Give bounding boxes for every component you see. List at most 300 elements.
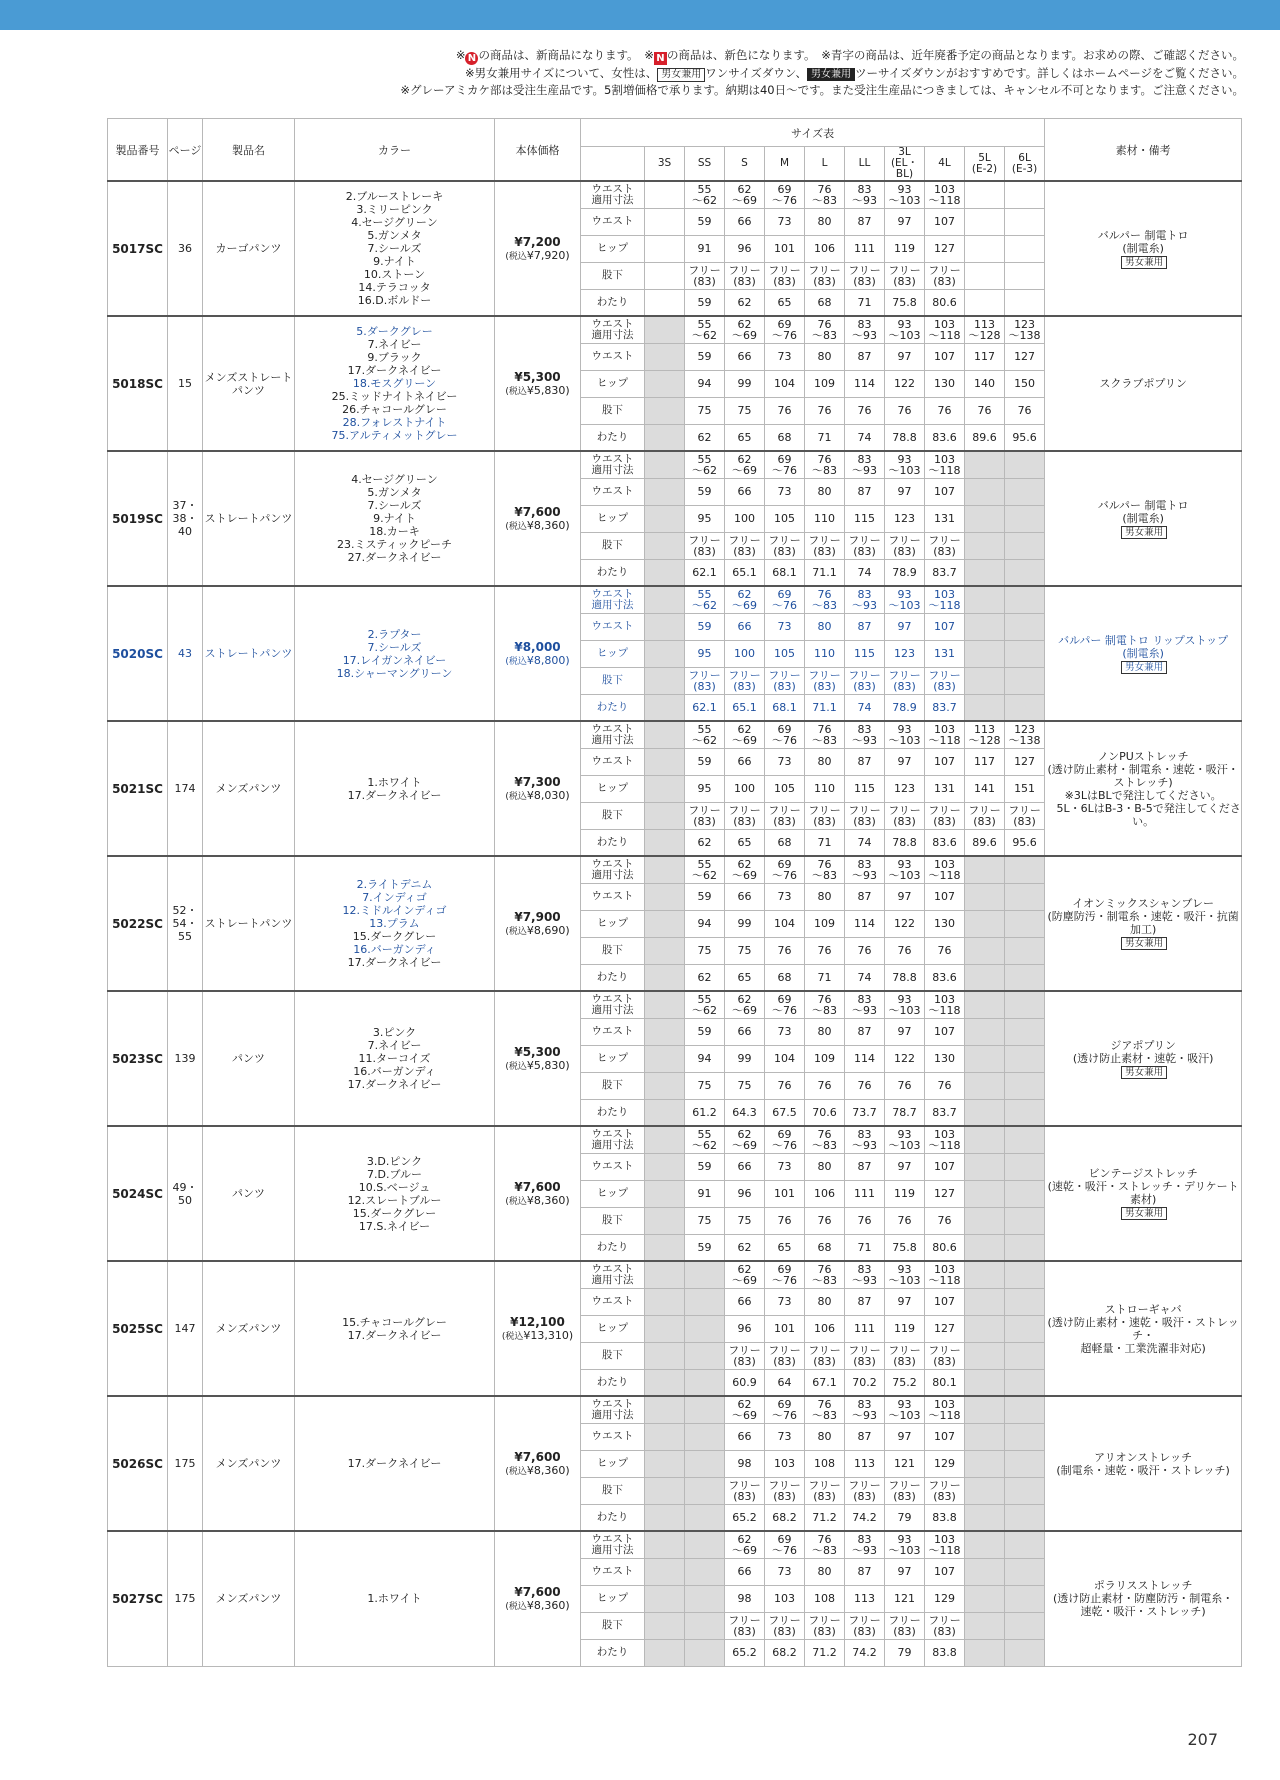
size-value: [1005, 505, 1045, 532]
color-item: 26.チャコールグレー: [342, 403, 447, 416]
size-header: L: [805, 147, 845, 182]
size-value: 79: [885, 1504, 925, 1531]
size-value: 87: [845, 1018, 885, 1045]
header-size-table: サイズ表: [581, 119, 1045, 147]
size-value: 62: [685, 964, 725, 991]
size-value: [645, 1153, 685, 1180]
size-value: フリー (83): [685, 262, 725, 289]
size-value: [965, 505, 1005, 532]
size-value: 74: [845, 964, 885, 991]
size-value: 87: [845, 208, 885, 235]
size-value: 83.6: [925, 829, 965, 856]
size-value: 107: [925, 1558, 965, 1585]
header-price: 本体価格: [495, 119, 581, 182]
size-value: フリー (83): [765, 262, 805, 289]
size-value: 83 ～93: [845, 1531, 885, 1558]
table-row: [108, 586, 1242, 613]
size-value: 69 ～76: [765, 1531, 805, 1558]
size-value: 109: [805, 370, 845, 397]
material-line: ビンテージストレッチ: [1088, 1167, 1198, 1180]
size-value: 83 ～93: [845, 316, 885, 343]
size-value: [645, 532, 685, 559]
size-value: 107: [925, 1018, 965, 1045]
size-value: 71: [805, 424, 845, 451]
size-value: [965, 694, 1005, 721]
size-value: 73: [765, 1423, 805, 1450]
size-value: 123 ～138: [1005, 721, 1045, 748]
header-product-no: 製品番号: [108, 119, 168, 182]
size-value: 66: [725, 1288, 765, 1315]
size-value: 104: [765, 370, 805, 397]
tax-price: [495, 384, 580, 397]
measure-label: ウエスト: [581, 208, 645, 235]
tax-price: [495, 519, 580, 532]
size-value: [645, 1369, 685, 1396]
size-value: 59: [685, 478, 725, 505]
size-value: 105: [765, 775, 805, 802]
price-cell: [495, 856, 581, 991]
color-list: [295, 451, 495, 586]
color-item: 13.プラム: [369, 917, 420, 930]
size-value: 76: [965, 397, 1005, 424]
size-value: 75: [725, 1072, 765, 1099]
measure-label: 股下: [581, 802, 645, 829]
size-value: [645, 1342, 685, 1369]
color-item: 14.テラコッタ: [358, 281, 431, 294]
size-value: 66: [725, 478, 765, 505]
material-notes: [1045, 1126, 1242, 1261]
size-value: [1005, 1477, 1045, 1504]
size-value: 66: [725, 1153, 765, 1180]
material-notes: [1045, 856, 1242, 991]
size-value: [685, 1315, 725, 1342]
size-value: 71.2: [805, 1504, 845, 1531]
note-line-2: ※男女兼用サイズについて、女性は、 男女兼用 ワンサイズダウン、 男女兼用 ツーサイズダウンがおすすめです。詳しくはホームページをご覧ください。: [465, 66, 1244, 80]
size-value: [1005, 964, 1045, 991]
size-value: 95: [685, 640, 725, 667]
size-value: 76: [1005, 397, 1045, 424]
size-value: フリー (83): [925, 802, 965, 829]
size-value: 106: [805, 1315, 845, 1342]
new-color-mark: N: [654, 52, 667, 65]
size-value: 55 ～62: [685, 721, 725, 748]
size-value: [645, 424, 685, 451]
table-row: [108, 856, 1242, 883]
size-value: 59: [685, 289, 725, 316]
size-value: 93 ～103: [885, 721, 925, 748]
size-value: [1005, 1261, 1045, 1288]
color-item: 18.シャーマングリーン: [336, 666, 453, 680]
measure-label: ヒップ: [581, 910, 645, 937]
size-value: 76 ～83: [805, 316, 845, 343]
size-value: [1005, 856, 1045, 883]
price-cell: [495, 181, 581, 316]
header-color: カラー: [295, 119, 495, 182]
size-value: [685, 1288, 725, 1315]
size-value: 131: [925, 775, 965, 802]
material-line: アリオンストレッチ: [1094, 1450, 1193, 1464]
size-value: 97: [885, 478, 925, 505]
measure-label: ヒップ: [581, 370, 645, 397]
catalog-page: 37・ 38・ 40: [168, 451, 203, 586]
size-value: [685, 1558, 725, 1585]
size-header: 3L (EL・BL): [885, 147, 925, 182]
size-value: 131: [925, 505, 965, 532]
size-value: 141: [965, 775, 1005, 802]
size-value: 101: [765, 1315, 805, 1342]
measure-label: ウエスト: [581, 478, 645, 505]
size-value: [965, 478, 1005, 505]
measure-label: ヒップ: [581, 1585, 645, 1612]
unisex-tag-outline: 男女兼用: [657, 68, 705, 82]
size-value: [1005, 613, 1045, 640]
material-notes: [1045, 451, 1242, 586]
size-value: 75: [685, 397, 725, 424]
size-value: 76: [845, 1072, 885, 1099]
size-value: [1005, 1288, 1045, 1315]
unisex-badge: 男女兼用: [1121, 937, 1167, 950]
material-line: ストローギャバ: [1104, 1302, 1182, 1316]
size-value: 80: [805, 613, 845, 640]
color-item: 7.シールズ: [367, 640, 422, 654]
size-value: 106: [805, 235, 845, 262]
measure-label: ウエスト: [581, 1423, 645, 1450]
color-list: [295, 181, 495, 316]
size-value: 65.1: [725, 694, 765, 721]
size-value: [685, 1639, 725, 1666]
color-item: 9.ナイト: [373, 512, 416, 525]
size-value: 109: [805, 1045, 845, 1072]
size-value: フリー (83): [725, 802, 765, 829]
size-value: 76: [885, 1072, 925, 1099]
table-row: [108, 991, 1242, 1018]
size-value: 83 ～93: [845, 721, 885, 748]
product-name: メンズパンツ: [203, 1261, 295, 1396]
color-item: 17.レイガンネイビー: [342, 653, 447, 667]
size-value: 73: [765, 343, 805, 370]
size-value: 97: [885, 613, 925, 640]
material-line: ストレッチ): [1113, 775, 1173, 789]
size-value: フリー (83): [885, 667, 925, 694]
size-value: [645, 1450, 685, 1477]
tax-label: (税込: [505, 1197, 527, 1207]
size-value: [965, 262, 1005, 289]
size-value: 95.6: [1005, 424, 1045, 451]
material-line: ※3LはBLで発注してください。: [1064, 788, 1222, 802]
size-value: 105: [765, 505, 805, 532]
size-value: 73: [765, 1558, 805, 1585]
size-value: [1005, 667, 1045, 694]
size-value: 106: [805, 1180, 845, 1207]
size-value: フリー (83): [925, 532, 965, 559]
size-value: 107: [925, 613, 965, 640]
measure-label: 股下: [581, 262, 645, 289]
size-value: 68: [805, 1234, 845, 1261]
material-line: (防塵防汚・制電糸・速乾・吸汗・抗菌加工): [1047, 910, 1239, 936]
size-value: 68.2: [765, 1639, 805, 1666]
color-item: 12.スレートブルー: [347, 1193, 442, 1207]
size-value: 68.1: [765, 559, 805, 586]
size-value: 99: [725, 1045, 765, 1072]
color-item: 5.ガンメタ: [367, 229, 422, 242]
size-value: 108: [805, 1450, 845, 1477]
size-value: フリー (83): [845, 1342, 885, 1369]
material-line: (透け防止素材・速乾・吸汗): [1072, 1051, 1214, 1065]
size-value: 69 ～76: [765, 451, 805, 478]
base-price: ¥7,600: [514, 1585, 561, 1600]
color-item: 18.カーキ: [369, 525, 420, 538]
size-value: 122: [885, 1045, 925, 1072]
color-item: 17.S.ネイビー: [358, 1219, 431, 1233]
size-value: 66: [725, 343, 765, 370]
material-line: バルパー 制電トロ: [1097, 228, 1189, 242]
measure-label: ウエスト 適用寸法: [581, 316, 645, 343]
size-value: 59: [685, 1018, 725, 1045]
size-value: フリー (83): [725, 1342, 765, 1369]
size-value: 62 ～69: [725, 1396, 765, 1423]
size-value: 66: [725, 208, 765, 235]
size-value: 74.2: [845, 1504, 885, 1531]
size-value: 74.2: [845, 1639, 885, 1666]
size-value: フリー (83): [685, 667, 725, 694]
size-value: 123: [885, 640, 925, 667]
size-value: [645, 694, 685, 721]
size-value: [645, 1207, 685, 1234]
size-value: [645, 748, 685, 775]
size-value: 73: [765, 613, 805, 640]
size-value: [685, 1369, 725, 1396]
size-value: フリー (83): [845, 532, 885, 559]
measure-label: ウエスト 適用寸法: [581, 181, 645, 208]
size-value: [965, 1396, 1005, 1423]
price-cell: [495, 586, 581, 721]
size-value: 75: [685, 937, 725, 964]
size-value: 87: [845, 1558, 885, 1585]
size-value: [965, 964, 1005, 991]
size-value: 66: [725, 613, 765, 640]
measure-label: わたり: [581, 1369, 645, 1396]
product-number: 5025SC: [108, 1261, 168, 1396]
size-value: [645, 1531, 685, 1558]
size-value: [645, 1045, 685, 1072]
measure-label: ヒップ: [581, 775, 645, 802]
size-value: 59: [685, 748, 725, 775]
size-value: 107: [925, 1153, 965, 1180]
size-value: 62 ～69: [725, 586, 765, 613]
size-value: 76: [805, 397, 845, 424]
size-value: 76: [805, 937, 845, 964]
product-name: メンズパンツ: [203, 1531, 295, 1666]
tax-value: ¥8,030): [526, 789, 570, 802]
unisex-badge: 男女兼用: [1121, 526, 1167, 539]
size-value: [1005, 181, 1045, 208]
size-value: [965, 910, 1005, 937]
material-line: ジアポプリン: [1110, 1038, 1176, 1052]
size-value: [965, 1531, 1005, 1558]
size-value: 80: [805, 208, 845, 235]
size-value: フリー (83): [885, 1342, 925, 1369]
size-value: [965, 1342, 1005, 1369]
material-line: 超軽量・工業洗濯非対応): [1080, 1341, 1206, 1355]
table-row: [108, 721, 1242, 748]
size-value: 76: [885, 1207, 925, 1234]
size-value: 115: [845, 505, 885, 532]
size-value: 100: [725, 640, 765, 667]
size-value: 59: [685, 1153, 725, 1180]
size-value: [965, 1450, 1005, 1477]
size-value: フリー (83): [805, 667, 845, 694]
size-value: 74: [845, 559, 885, 586]
size-value: 97: [885, 1153, 925, 1180]
size-value: 107: [925, 343, 965, 370]
size-value: [965, 289, 1005, 316]
size-value: 62: [725, 289, 765, 316]
size-value: 71: [845, 1234, 885, 1261]
size-value: [1005, 694, 1045, 721]
tax-price: [495, 1194, 580, 1207]
size-value: フリー (83): [725, 262, 765, 289]
size-value: フリー (83): [765, 532, 805, 559]
size-value: [645, 910, 685, 937]
size-value: 69 ～76: [765, 856, 805, 883]
size-value: 93 ～103: [885, 586, 925, 613]
size-value: [965, 667, 1005, 694]
price-cell: [495, 721, 581, 856]
size-value: [645, 1018, 685, 1045]
measure-label: ウエスト 適用寸法: [581, 721, 645, 748]
size-value: 75: [685, 1207, 725, 1234]
color-item: 9.ナイト: [373, 255, 416, 268]
size-value: [965, 1423, 1005, 1450]
size-value: [1005, 1585, 1045, 1612]
size-value: 111: [845, 1180, 885, 1207]
size-value: 98: [725, 1585, 765, 1612]
size-value: 76: [925, 1072, 965, 1099]
size-value: 127: [925, 1180, 965, 1207]
size-value: [1005, 1531, 1045, 1558]
size-value: 117: [965, 748, 1005, 775]
size-value: 129: [925, 1585, 965, 1612]
product-number: 5017SC: [108, 181, 168, 316]
size-value: フリー (83): [685, 532, 725, 559]
size-value: 87: [845, 613, 885, 640]
size-value: 103 ～118: [925, 1261, 965, 1288]
note-line-1: ※ N の商品は、新商品になります。 ※ N の商品は、新色になります。 ※青字の商品は、近年廃番予定の商品となります。お求めの際、ご確認ください。: [455, 48, 1244, 64]
base-price: ¥8,000: [514, 640, 561, 654]
size-value: 73.7: [845, 1099, 885, 1126]
header-notes: [400, 47, 1244, 99]
size-value: [965, 883, 1005, 910]
size-value: [1005, 1315, 1045, 1342]
size-value: フリー (83): [965, 802, 1005, 829]
size-value: [1005, 1126, 1045, 1153]
material-line: (制電糸): [1122, 646, 1164, 660]
size-value: 76: [845, 1207, 885, 1234]
size-value: 80: [805, 1018, 845, 1045]
size-value: [1005, 1234, 1045, 1261]
size-value: [965, 1126, 1005, 1153]
color-item: 3.ピンク: [372, 1026, 417, 1039]
measure-label: わたり: [581, 1234, 645, 1261]
size-value: [965, 1207, 1005, 1234]
size-value: 80: [805, 1423, 845, 1450]
measure-label: わたり: [581, 1504, 645, 1531]
color-list: [295, 1261, 495, 1396]
size-value: 83 ～93: [845, 1261, 885, 1288]
catalog-page: 175: [168, 1531, 203, 1666]
size-value: [645, 1423, 685, 1450]
size-value: [685, 1342, 725, 1369]
size-value: [1005, 1450, 1045, 1477]
size-value: [645, 883, 685, 910]
size-value: [645, 991, 685, 1018]
size-value: 66: [725, 1018, 765, 1045]
measure-label: ヒップ: [581, 505, 645, 532]
size-value: [645, 1180, 685, 1207]
color-item: 7.シールズ: [367, 242, 422, 255]
size-value: 119: [885, 1315, 925, 1342]
size-value: 76 ～83: [805, 991, 845, 1018]
size-value: [1005, 910, 1045, 937]
size-value: 113 ～128: [965, 721, 1005, 748]
size-value: 103 ～118: [925, 1396, 965, 1423]
measure-label: わたり: [581, 964, 645, 991]
size-value: 65: [725, 829, 765, 856]
size-value: 130: [925, 370, 965, 397]
size-value: 87: [845, 883, 885, 910]
color-item: 12.ミドルインディゴ: [342, 904, 447, 917]
size-value: 103 ～118: [925, 856, 965, 883]
product-name: メンズパンツ: [203, 1396, 295, 1531]
tax-price: [495, 1329, 580, 1342]
color-item: 17.ダークネイビー: [347, 1328, 442, 1342]
measure-label: ウエスト 適用寸法: [581, 451, 645, 478]
size-value: [1005, 1369, 1045, 1396]
size-value: 62.1: [685, 694, 725, 721]
base-price: ¥7,300: [514, 775, 561, 789]
product-name: メンズストレートパンツ: [203, 316, 295, 451]
size-value: [965, 532, 1005, 559]
size-value: 76: [925, 937, 965, 964]
catalog-page: 52・ 54・ 55: [168, 856, 203, 991]
size-value: 94: [685, 910, 725, 937]
size-value: [645, 1072, 685, 1099]
color-item: 7.D.ブルー: [366, 1167, 423, 1181]
size-value: [1005, 1072, 1045, 1099]
size-value: 66: [725, 1423, 765, 1450]
measure-label: ヒップ: [581, 235, 645, 262]
material-line: (制電糸・速乾・吸汗・ストレッチ): [1056, 1463, 1230, 1477]
size-value: 60.9: [725, 1369, 765, 1396]
size-value: 103 ～118: [925, 1126, 965, 1153]
size-value: 71: [845, 289, 885, 316]
size-value: フリー (83): [845, 802, 885, 829]
size-value: 119: [885, 1180, 925, 1207]
table-row: [108, 1396, 1242, 1423]
size-value: 123: [885, 775, 925, 802]
size-value: [1005, 1396, 1045, 1423]
size-value: [965, 1558, 1005, 1585]
size-value: 64.3: [725, 1099, 765, 1126]
size-value: 87: [845, 1288, 885, 1315]
size-value: [965, 1045, 1005, 1072]
size-value: 65.1: [725, 559, 765, 586]
size-value: 91: [685, 235, 725, 262]
size-value: 97: [885, 208, 925, 235]
size-value: 79: [885, 1639, 925, 1666]
size-value: [1005, 1018, 1045, 1045]
size-value: 76: [925, 1207, 965, 1234]
